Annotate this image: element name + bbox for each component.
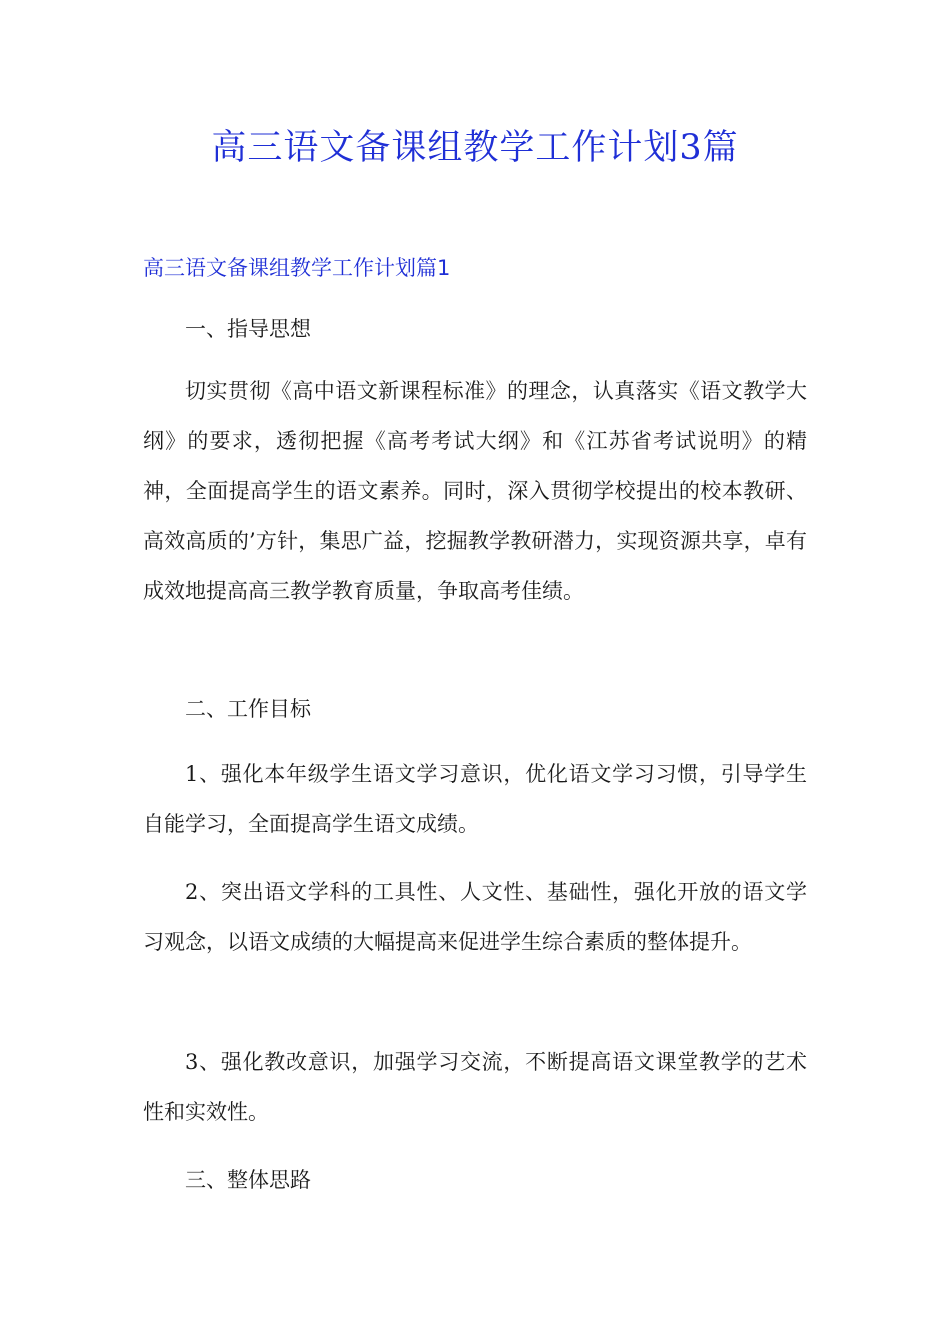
heading-guiding-ideology: 一、指导思想 (185, 317, 311, 341)
heading-overall-approach: 三、整体思路 (185, 1168, 311, 1192)
paragraph-goal-2: 2、突出语文学科的工具性、人文性、基础性，强化开放的语文学习观念，以语文成绩的大幅提高来促进学生综合素质的整体提升。 (143, 880, 807, 954)
document-title: 高三语文备课组教学工作计划3篇 (211, 128, 739, 168)
paragraph-goal-1: 1、强化本年级学生语文学习意识，优化语文学习习惯，引导学生自能学习，全面提高学生语文成绩。 (143, 762, 807, 836)
paragraph-goal-3: 3、强化教改意识，加强学习交流，不断提高语文课堂教学的艺术性和实效性。 (143, 1050, 807, 1124)
heading-work-goals: 二、工作目标 (185, 697, 311, 721)
paragraph-guiding-ideology: 切实贯彻《高中语文新课程标准》的理念，认真落实《语文教学大纲》的要求，透彻把握《高考考试大纲》和《江苏省考试说明》的精神，全面提高学生的语文素养。同时，深入贯彻学校提出的校本教研、高效高质的’方针，集思广益，挖掘教学教研潜力，实现资源共享，卓有成效地提高高三教学教育质量，争取高考佳绩。 (143, 379, 807, 603)
section-heading: 高三语文备课组教学工作计划篇1 (143, 256, 451, 280)
